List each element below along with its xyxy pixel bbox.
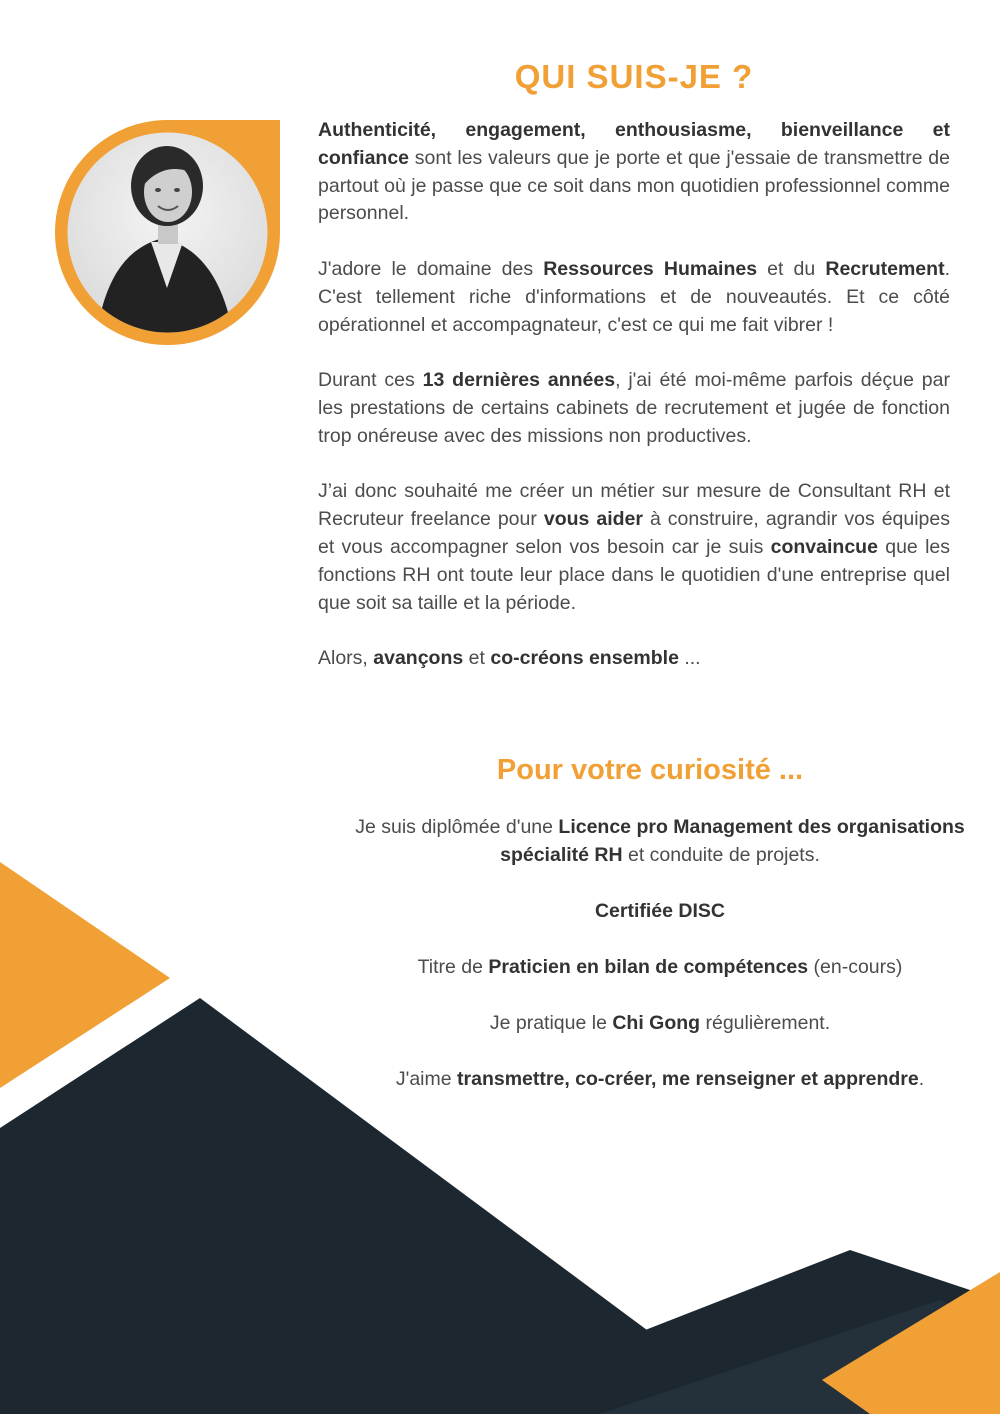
about-title: QUI SUIS-JE ? (514, 58, 754, 95)
about-paragraph-passion: J'adore le domaine des Ressources Humaines et du Recrutement. C'est tellement riche d'informations et de nouveautés. Et ce côté opérationnel et accompagnateur, c'est ce qui me fait vibrer ! (318, 257, 950, 336)
about-paragraph-closing: Alors, avançons et co-créons ensemble ... (318, 647, 701, 670)
curiosity-title: Pour votre curiosité ... (496, 754, 804, 786)
curiosity-degree: Je suis diplômée d'une Licence pro Management des organisations spécialité RH et conduite de projets. (355, 816, 965, 866)
about-paragraph-freelance: J’ai donc souhaité me créer un métier sur mesure de Consultant RH et Recruteur freelance pour vous aider à construire, agrandir vos équipes et vous accompagner selon vos besoin car je suis convaincue que les fonctions RH ont toute leur place dans le quotidien d'une entreprise quel que soit sa taille et la période. (318, 480, 950, 614)
about-section (318, 117, 950, 701)
curiosity-chi-gong: Je pratique le Chi Gong régulièrement. (489, 1012, 831, 1034)
profile-photo (55, 120, 280, 345)
curiosity-likes: J'aime transmettre, co-créer, me renseigner et apprendre. (395, 1068, 925, 1090)
curiosity-title-praticien: Titre de Praticien en bilan de compétences (en-cours) (417, 956, 903, 978)
curiosity-section (340, 813, 980, 1121)
curiosity-disc: Certifiée DISC (594, 900, 726, 922)
about-paragraph-values: Authenticité, engagement, enthousiasme, bienveillance et confiance sont les valeurs que je porte et que j'essaie de transmettre de partout où je passe que ce soit dans mon quotidien professionnel comme personnel. (318, 119, 950, 225)
about-paragraph-experience: Durant ces 13 dernières années, j'ai été moi-même parfois déçue par les prestations de certains cabinets de recrutement et jugée de fonction trop onéreuse avec des missions non productives. (318, 369, 950, 447)
